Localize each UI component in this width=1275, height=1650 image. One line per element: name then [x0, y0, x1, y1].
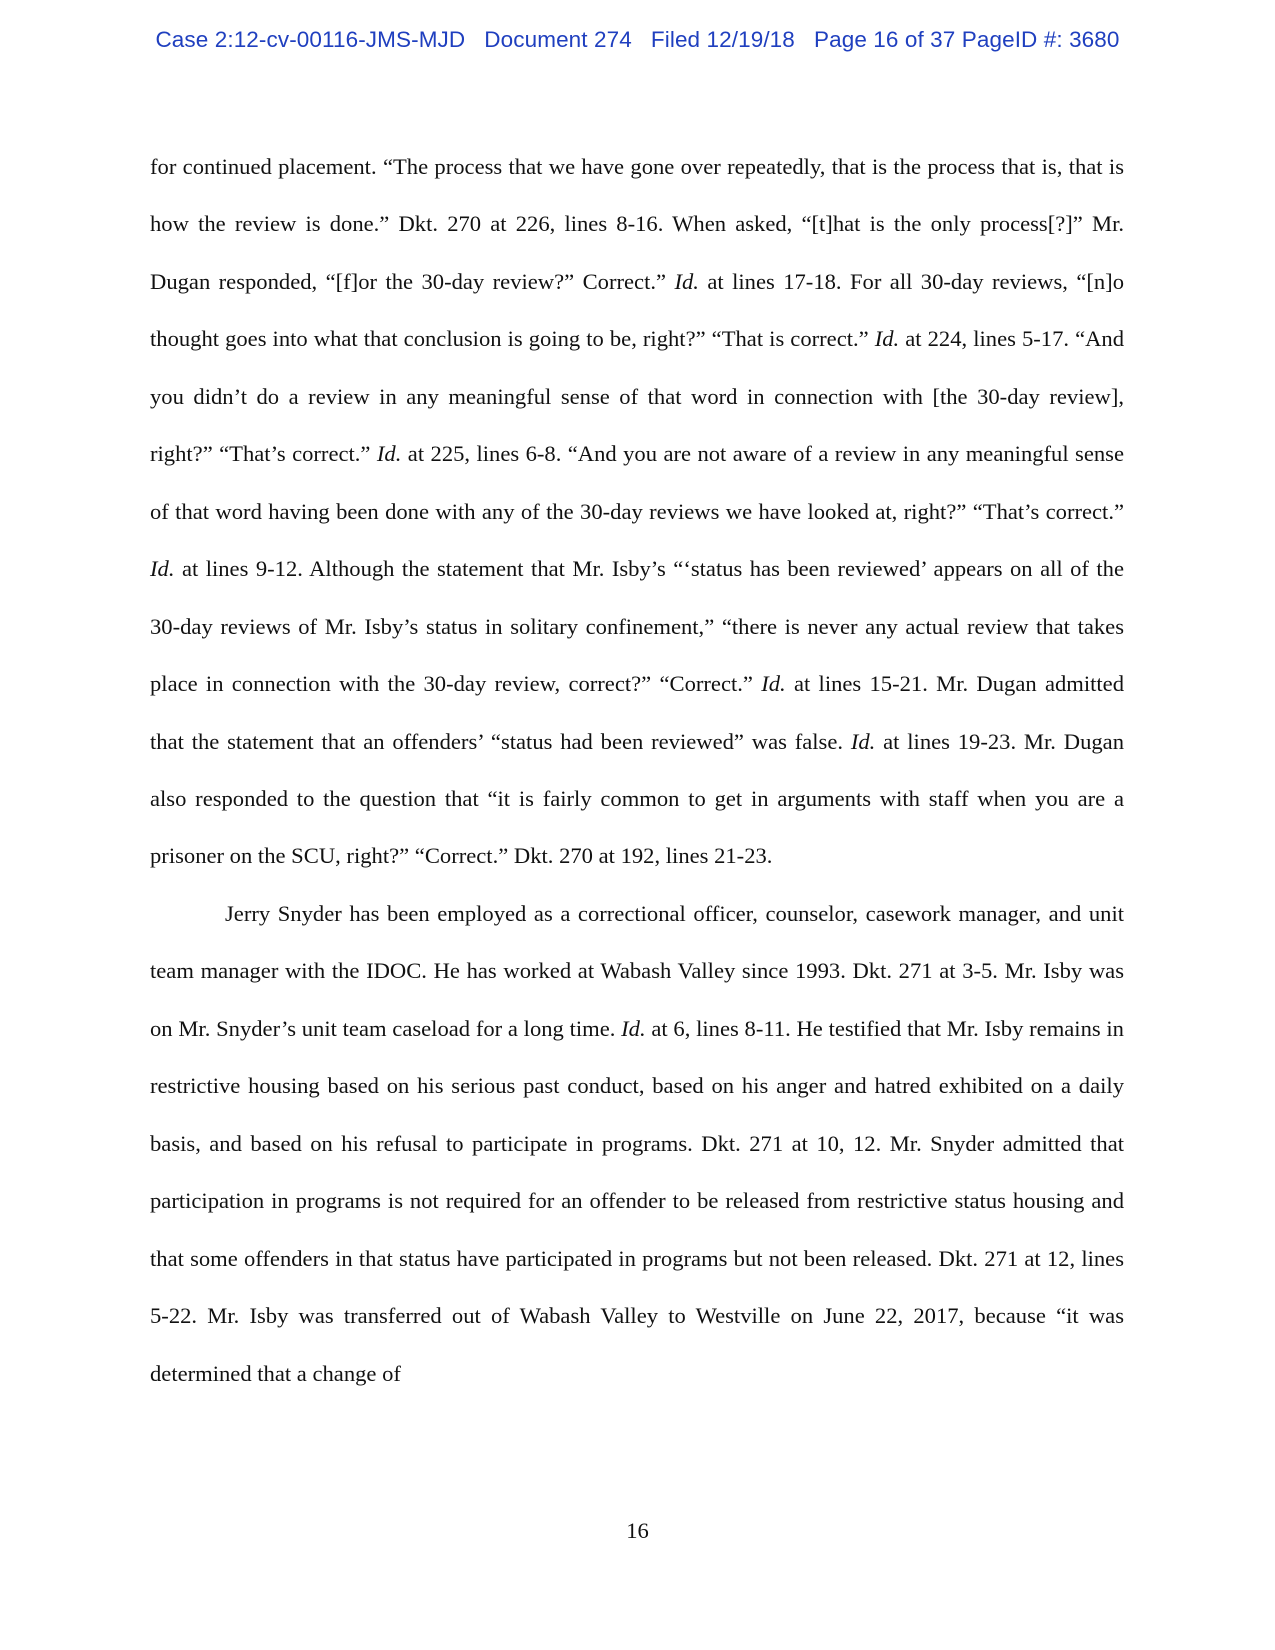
citation-id: Id.: [850, 728, 876, 754]
header-filed: Filed 12/19/18: [650, 27, 795, 52]
body-text: [150, 138, 1124, 1402]
header-document: Document 274: [484, 27, 632, 52]
citation-id: Id.: [761, 671, 786, 697]
citation-id: Id.: [150, 556, 175, 582]
header-page: Page 16 of 37 PageID #: 3680: [813, 27, 1120, 52]
text-run: Jerry Snyder has been employed as a correctional officer, counselor, casework manager, and unit team manager with the IDOC. He has worked at Wabash Valley since 1993. Dkt. 271 at 3-5. Mr. Isby was on Mr. Snyder’s unit team caseload for a long time.: [150, 900, 1124, 1041]
page-number: 16: [626, 1518, 649, 1543]
text-run: for continued placement. “The process that we have gone over repeatedly, that is the process that is, that is how the review is done.” Dkt. 270 at 226, lines 8-16. When asked, “[t]hat is the only process[?]” Mr. Dugan responded, “[f]or the 30-day review?” Correct.”: [150, 154, 1124, 294]
text-run: at lines 9-12. Although the statement that Mr. Isby’s “‘status has been reviewed’ appears on all of the 30-day reviews of Mr. Isby’s status in solitary confinement,” “there is never any actual review that takes place in connection with the 30-day review, correct?” “Correct.”: [150, 556, 1124, 697]
text-run: at lines 15-21. Mr. Dugan admitted that the statement that an offenders’ “status had been reviewed” was false.: [150, 671, 1124, 754]
citation-id: Id.: [621, 1015, 646, 1041]
paragraph-1: [150, 138, 1124, 885]
citation-id: Id.: [674, 268, 699, 294]
text-run: at 6, lines 8-11. He testified that Mr. Isby remains in restrictive housing based on his serious past conduct, based on his anger and hatred exhibited on a daily basis, and based on his refusal to participate in programs. Dkt. 271 at 10, 12. Mr. Snyder admitted that participation in programs is not required for an offender to be released from restrictive status housing and that some offenders in that status have participated in programs but not been released. Dkt. 271 at 12, lines 5-22. Mr. Isby was transferred out of Wabash Valley to Westville on June 22, 2017, because “it was determined that a change of: [150, 1015, 1124, 1386]
citation-id: Id.: [874, 326, 900, 352]
citation-id: Id.: [376, 441, 402, 467]
text-run: at 224, lines 5-17. “And you didn’t do a review in any meaningful sense of that word in connection with [the 30-day review], right?” “That’s correct.”: [150, 326, 1125, 467]
text-run: at 225, lines 6-8. “And you are not aware of a review in any meaningful sense of that word having been done with any of the 30-day reviews we have looked at, right?” “That’s correct.”: [150, 441, 1124, 524]
filing-header: [0, 27, 1275, 53]
paragraph-2: [150, 885, 1124, 1402]
text-run: at lines 19-23. Mr. Dugan also responded to the question that “it is fairly common to get in arguments with staff when you are a prisoner on the SCU, right?” “Correct.” Dkt. 270 at 192, lines 21-23.: [150, 728, 1124, 869]
text-run: at lines 17-18. For all 30-day reviews, “[n]o thought goes into what that conclusion is going to be, right?” “That is correct.”: [150, 268, 1124, 352]
header-case: Case 2:12-cv-00116-JMS-MJD: [155, 27, 466, 52]
